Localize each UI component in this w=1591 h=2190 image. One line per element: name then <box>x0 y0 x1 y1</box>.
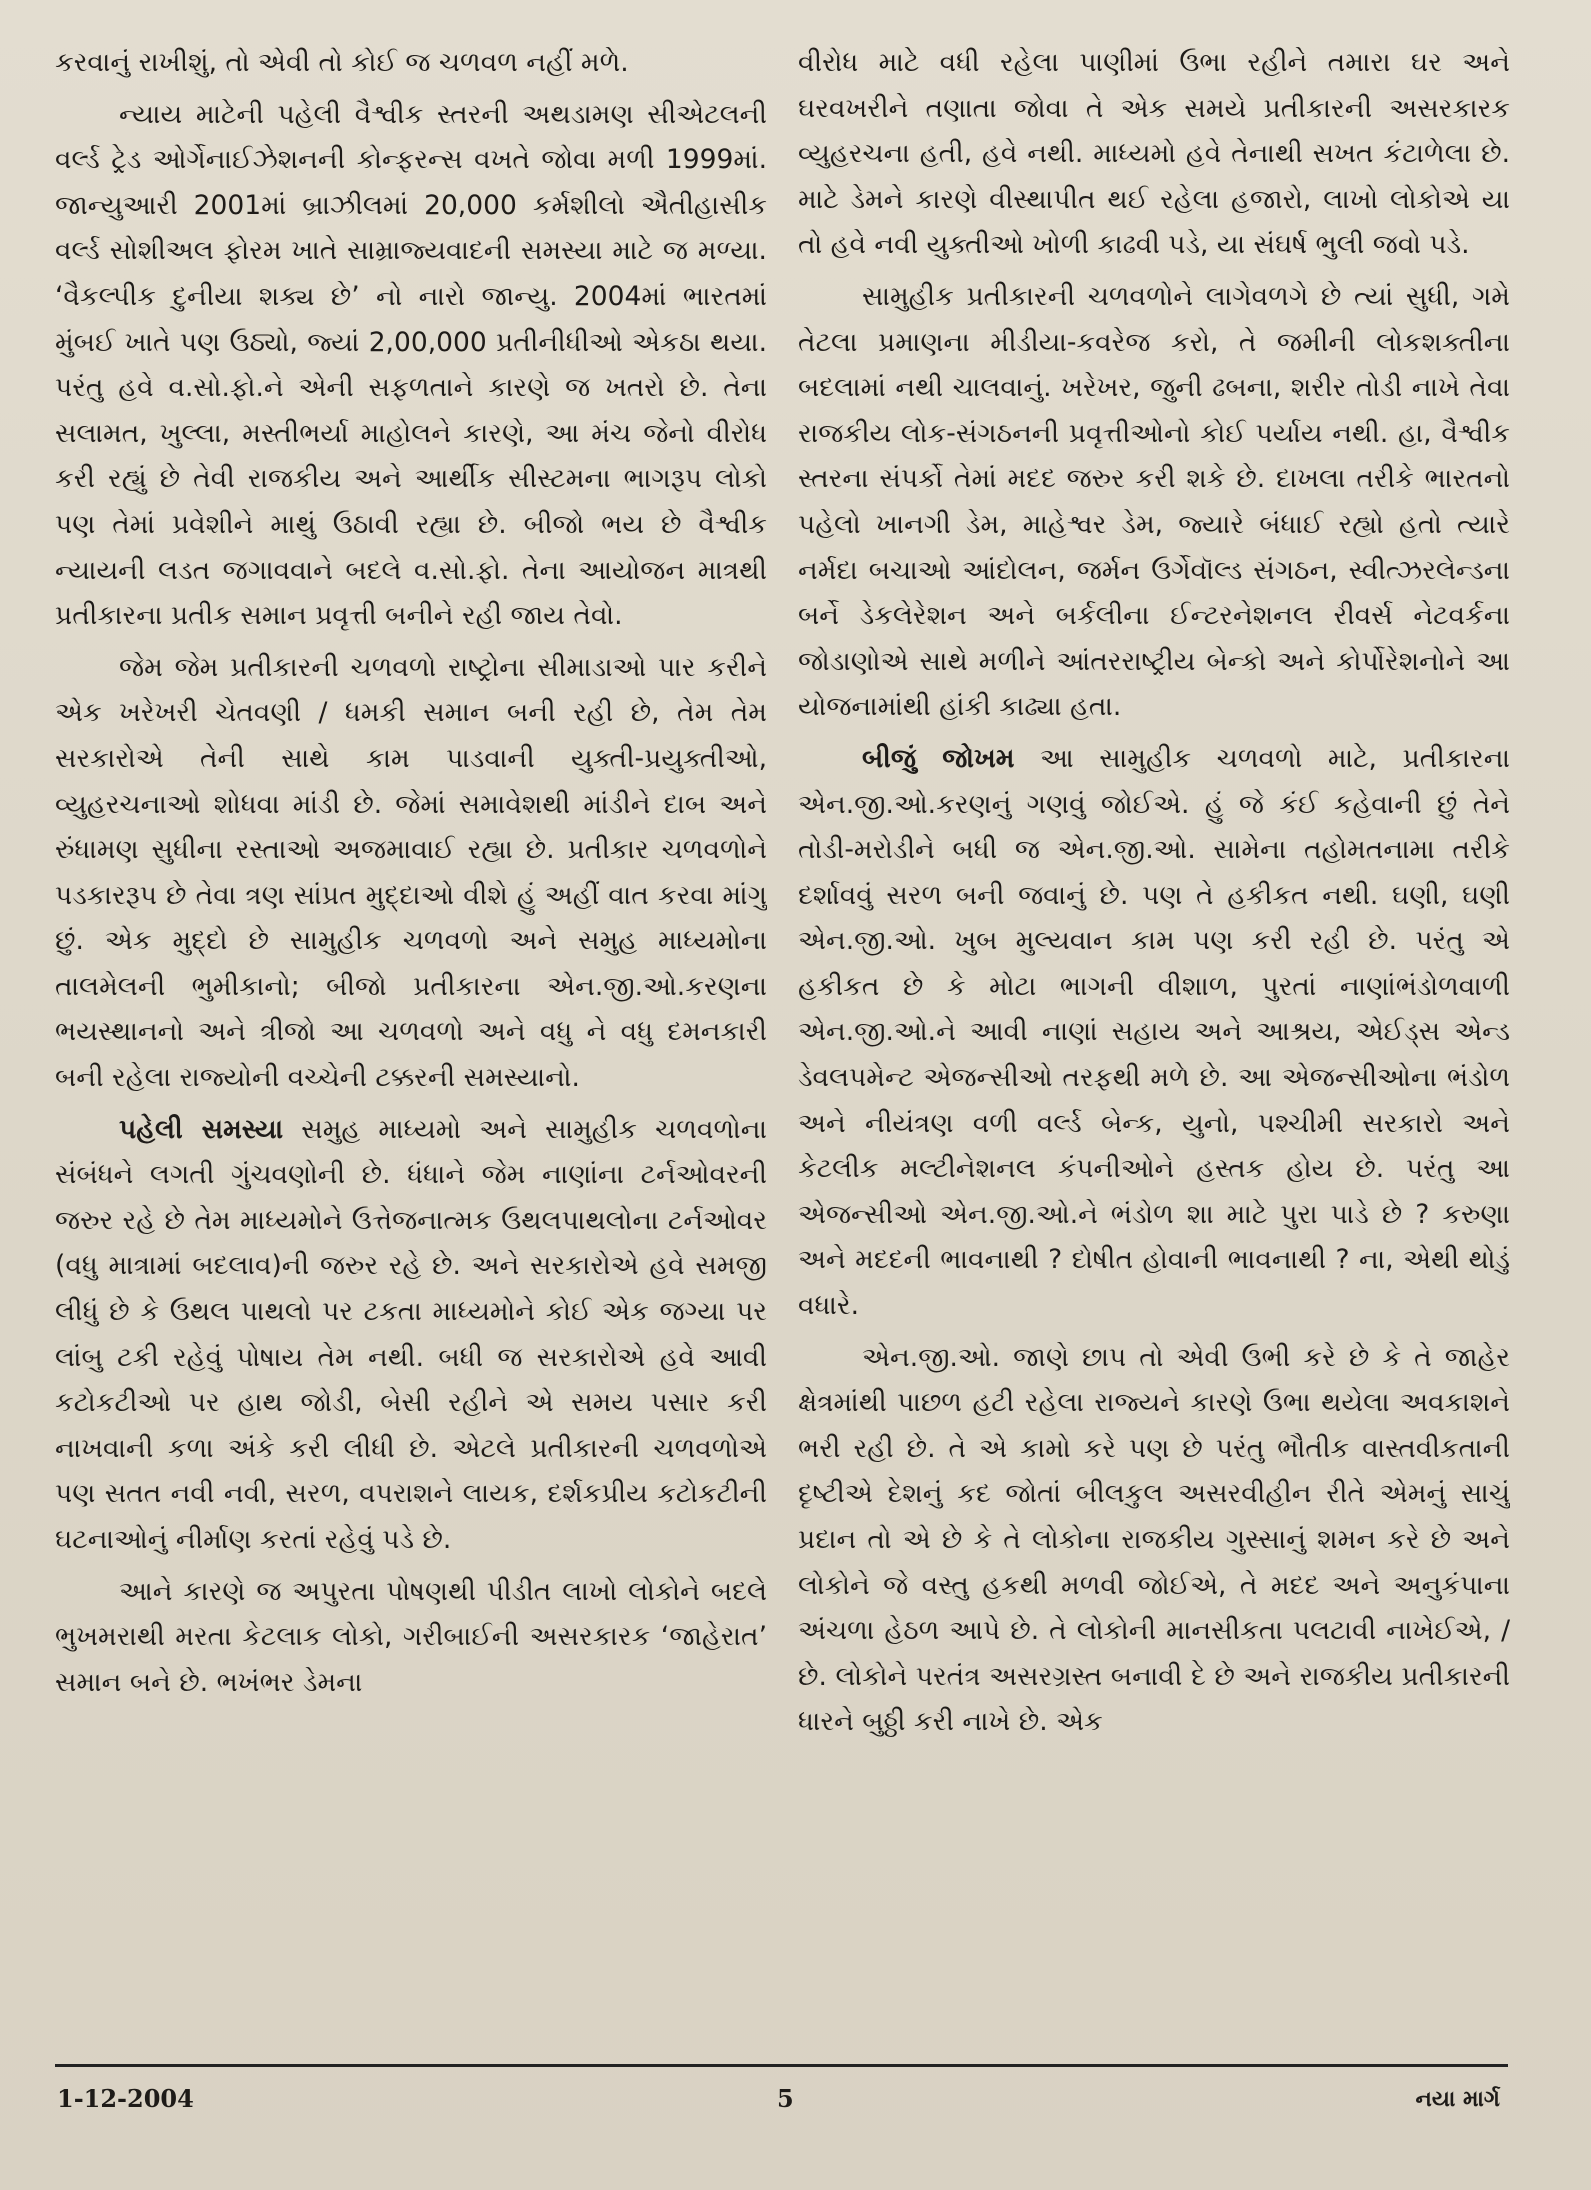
paragraph-text: કરવાનું રાખીશું, તો એવી તો કોઈ જ ચળવળ નહીં મળે. <box>55 47 629 78</box>
paragraph-text: વીરોધ માટે વધી રહેલા પાણીમાં ઉભા રહીને તમારા ઘર અને ઘરવખરીને તણાતા જોવા તે એક સમયે પ્રતીકારની અસરકારક વ્યુહરચના હતી, હવે નથી. માધ્યમો હવે તેનાથી સખત કંટાળેલા છે. માટે ડેમને કારણે વીસ્થાપીત થઈ રહેલા હજારો, લાખો લોકોએ યા તો હવે નવી યુક્તીઓ ખોળી કાઢવી પડે, યા સંઘર્ષ ભુલી જવો પડે. <box>798 47 1510 261</box>
paragraph <box>798 736 1510 1329</box>
paragraph <box>55 645 767 1101</box>
right-column <box>798 40 1510 2055</box>
article-body <box>55 40 1510 2055</box>
left-column <box>55 40 767 2055</box>
paragraph-text: ન્યાય માટેની પહેલી વૈશ્વીક સ્તરની અથડામણ સીએટલની વર્લ્ડ ટ્રેડ ઓર્ગેનાઈઝેશનની કોન્ફરન્સ વખતે જોવા મળી 1999માં. જાન્યુઆરી 2001માં બ્રાઝીલમાં 20,000 કર્મશીલો ઐતીહાસીક વર્લ્ડ સોશીઅલ ફોરમ ખાતે સામ્રાજ્યવાદની સમસ્યા માટે જ મળ્યા. ‘વૈકલ્પીક દુનીયા શક્ય છે’ નો નારો જાન્યુ. 2004માં ભારતમાં મુંબઈ ખાતે પણ ઉઠ્યો, જ્યાં 2,00,000 પ્રતીનીધીઓ એકઠા થયા. પરંતુ હવે વ.સો.ફો.ને એની સફળતાને કારણે જ ખતરો છે. તેના સલામત, ખુલ્લા, મસ્તીભર્યા માહોલને કારણે, આ મંચ જેનો વીરોધ કરી રહ્યું છે તેવી રાજકીય અને આર્થીક સીસ્ટમના ભાગરૂપ લોકો પણ તેમાં પ્રવેશીને માથું ઉઠાવી રહ્યા છે. બીજો ભય છે વૈશ્વીક ન્યાયની લડત જગાવવાને બદલે વ.સો.ફો. તેના આયોજન માત્રથી પ્રતીકારના પ્રતીક સમાન પ્રવૃત્તી બનીને રહી જાય તેવો. <box>55 98 767 632</box>
paragraph <box>55 1107 767 1563</box>
paragraph-text: આ સામુહીક ચળવળો માટે, પ્રતીકારના એન.જી.ઓ.કરણનું ગણવું જોઈએ. હું જે કંઈ કહેવાની છું તેને તોડી-મરોડીને બધી જ એન.જી.ઓ. સામેના તહોમતનામા તરીકે દર્શાવવું સરળ બની જવાનું છે. પણ તે હકીકત નથી. ઘણી, ઘણી એન.જી.ઓ. ખુબ મુલ્યવાન કામ પણ કરી રહી છે. પરંતુ એ હકીકત છે કે મોટા ભાગની વીશાળ, પુરતાં નાણાંભંડોળવાળી એન.જી.ઓ.ને આવી નાણાં સહાય અને આશ્રય, એઈડ્સ એન્ડ ડેવલપમેન્ટ એજન્સીઓ તરફથી મળે છે. આ એજન્સીઓના ભંડોળ અને નીયંત્રણ વળી વર્લ્ડ બેન્ક, યુનો, પશ્ચીમી સરકારો અને કેટલીક મલ્ટીનેશનલ કંપનીઓને હસ્તક હોય છે. પરંતુ આ એજન્સીઓ એન.જી.ઓ.ને ભંડોળ શા માટે પુરા પાડે છે ? કરુણા અને મદદની ભાવનાથી ? દોષીત હોવાની ભાવનાથી ? ના, એથી થોડું વધારે. <box>798 742 1510 1322</box>
paragraph <box>798 1335 1510 1745</box>
magazine-name: નયા માર્ગ <box>1415 2086 1500 2112</box>
paragraph-lead: પહેલી સમસ્યા <box>119 1113 284 1145</box>
paragraph-text: આને કારણે જ અપુરતા પોષણથી પીડીત લાખો લોકોને બદલે ભુખમરાથી મરતા કેટલાક લોકો, ગરીબાઈની અસરકારક ‘જાહેરાત’ સમાન બને છે. ભખંભર ડેમના <box>55 1575 767 1698</box>
footer-rule <box>55 2064 1508 2067</box>
paragraph <box>798 40 1510 268</box>
paragraph <box>55 40 767 86</box>
paragraph <box>798 274 1510 730</box>
paragraph-text: સમુહ માધ્યમો અને સામુહીક ચળવળોના સંબંધને લગતી ગુંચવણોની છે. ધંધાને જેમ નાણાંના ટર્નઓવરની જરુર રહે છે તેમ માધ્યમોને ઉત્તેજનાત્મક ઉથલપાથલોના ટર્નઓવર (વધુ માત્રામાં બદલાવ)ની જરુર રહે છે. અને સરકારોએ હવે સમજી લીધું છે કે ઉથલ પાથલો પર ટકતા માધ્યમોને કોઈ એક જગ્યા પર લાંબુ ટકી રહેવું પોષાય તેમ નથી. બધી જ સરકારોએ હવે આવી કટોકટીઓ પર હાથ જોડી, બેસી રહીને એ સમય પસાર કરી નાખવાની કળા અંકે કરી લીધી છે. એટલે પ્રતીકારની ચળવળોએ પણ સતત નવી નવી, સરળ, વપરાશને લાયક, દર્શકપ્રીય કટોકટીની ઘટનાઓનું નીર્માણ કરતાં રહેવું પડે છે. <box>55 1113 767 1555</box>
page-footer <box>55 2078 1508 2118</box>
paragraph-text: એન.જી.ઓ. જાણે છાપ તો એવી ઉભી કરે છે કે તે જાહેર ક્ષેત્રમાંથી પાછળ હટી રહેલા રાજ્યને કારણે ઉભા થયેલા અવકાશને ભરી રહી છે. તે એ કામો કરે પણ છે પરંતુ ભૌતીક વાસ્તવીકતાની દૃષ્ટીએ દેશનું કદ જોતાં બીલકુલ અસરવીહીન રીતે એમનું સાચું પ્રદાન તો એ છે કે તે લોકોના રાજકીય ગુસ્સાનું શમન કરે છે અને લોકોને જે વસ્તુ હકથી મળવી જોઈએ, તે મદદ અને અનુકંપાના અંચળા હેઠળ આપે છે. તે લોકોની માનસીકતા પલટાવી નાખેઈએ, /છે. લોકોને પરતંત્ર અસરગ્રસ્ત બનાવી દે છે અને રાજકીય પ્રતીકારની ધારને બુઠ્ઠી કરી નાખે છે. એક <box>798 1341 1510 1738</box>
paragraph-text: જેમ જેમ પ્રતીકારની ચળવળો રાષ્ટ્રોના સીમાડાઓ પાર કરીને એક ખરેખરી ચેતવણી / ધમકી સમાન બની રહી છે, તેમ તેમ સરકારોએ તેની સાથે કામ પાડવાની યુક્તી-પ્રયુક્તીઓ, વ્યુહરચનાઓ શોધવા માંડી છે. જેમાં સમાવેશથી માંડીને દાબ અને રુંધામણ સુધીના રસ્તાઓ અજમાવાઈ રહ્યા છે. પ્રતીકાર ચળવળોને પડકારરૂપ છે તેવા ત્રણ સાંપ્રત મુદ્દાઓ વીશે હું અહીં વાત કરવા માંગુ છું. એક મુદ્દો છે સામુહીક ચળવળો અને સમુહ માધ્યમોના તાલમેલની ભુમીકાનો; બીજો પ્રતીકારના એન.જી.ઓ.કરણના ભયસ્થાનનો અને ત્રીજો આ ચળવળો અને વધુ ને વધુ દમનકારી બની રહેલા રાજ્યોની વચ્ચેની ટક્કરની સમસ્યાનો. <box>55 651 767 1094</box>
paragraph <box>55 92 767 639</box>
page-number: 5 <box>777 2084 794 2113</box>
issue-date: 1-12-2004 <box>57 2084 194 2113</box>
paragraph-text: સામુહીક પ્રતીકારની ચળવળોને લાગેવળગે છે ત્યાં સુધી, ગમે તેટલા પ્રમાણના મીડીયા-કવરેજ કરો, તે જમીની લોકશક્તીના બદલામાં નથી ચાલવાનું. ખરેખર, જુની ઢબના, શરીર તોડી નાખે તેવા રાજકીય લોક-સંગઠનની પ્રવૃત્તીઓનો કોઈ પર્યાય નથી. હા, વૈશ્વીક સ્તરના સંપર્કો તેમાં મદદ જરુર કરી શકે છે. દાખલા તરીકે ભારતનો પહેલો ખાનગી ડેમ, માહેશ્વર ડેમ, જ્યારે બંધાઈ રહ્યો હતો ત્યારે નર્મદા બચાઓ આંદોલન, જર્મન ઉર્ગેવૉલ્ડ સંગઠન, સ્વીત્ઝરલેન્ડના બર્ને ડેકલેરેશન અને બર્કલીના ઈન્ટરનેશનલ રીવર્સ નેટવર્કના જોડાણોએ સાથે મળીને આંતરરાષ્ટ્રીય બેન્કો અને કોર્પોરેશનોને આ યોજનામાંથી હાંકી કાઢ્યા હતા. <box>798 280 1510 723</box>
paragraph-lead: બીજું જોખમ <box>862 742 1015 774</box>
paragraph <box>55 1569 767 1706</box>
